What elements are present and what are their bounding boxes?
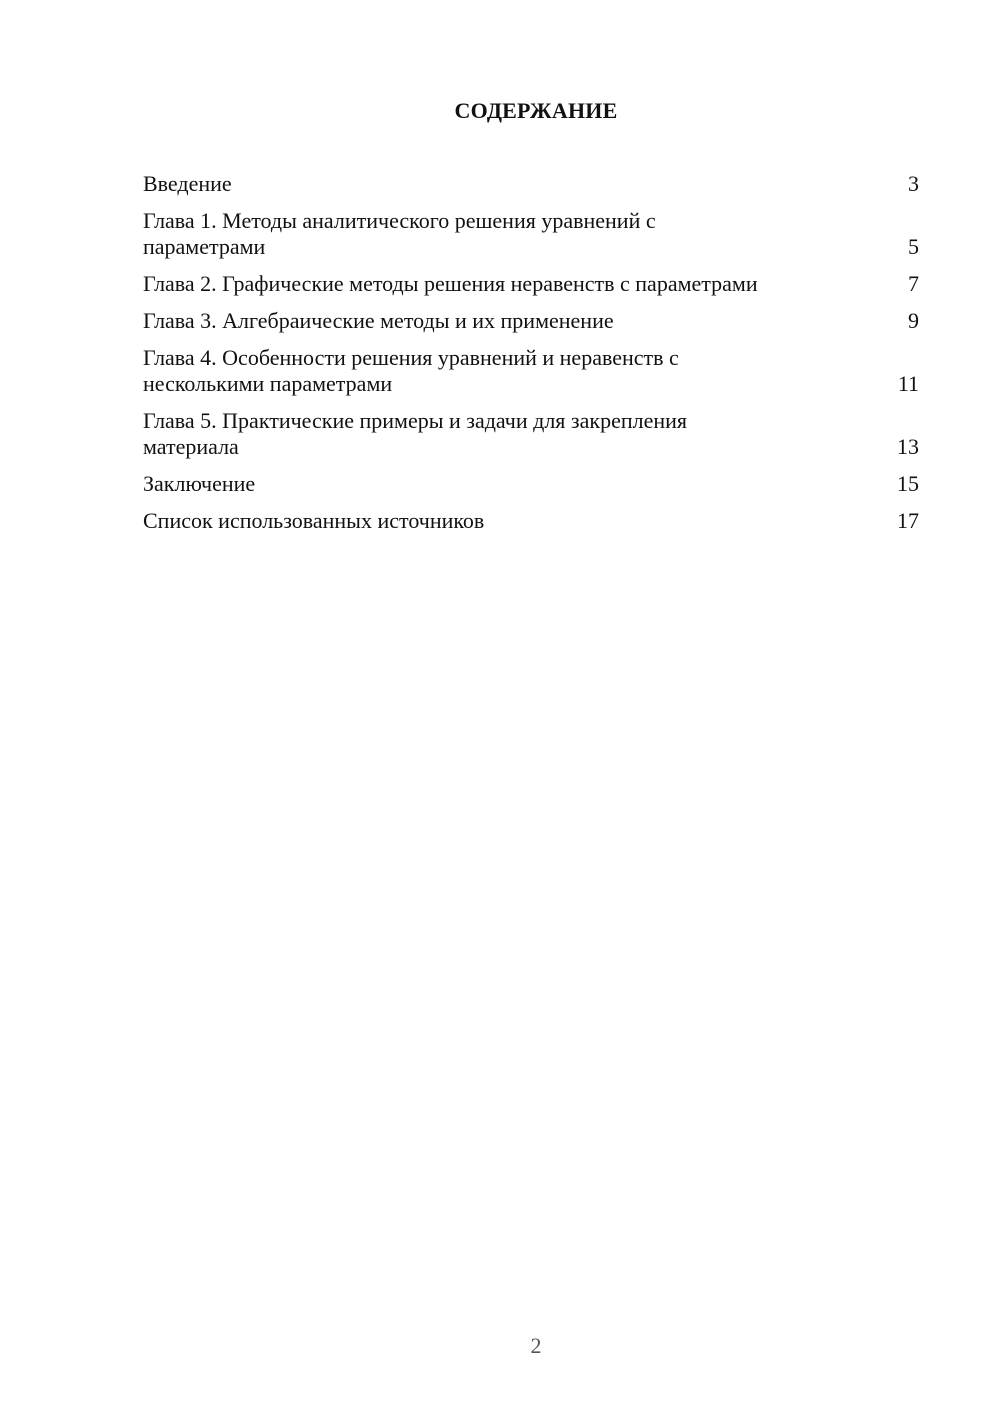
toc-entry-chapter-1 (143, 208, 919, 260)
toc-entry-introduction (143, 171, 919, 197)
toc-entry-page: 3 (908, 171, 919, 196)
toc-title: СОДЕРЖАНИЕ (454, 98, 618, 123)
toc-entry-label: Глава 4. Особенности решения уравнений и неравенств с несколькими параметрами (143, 345, 679, 396)
table-of-contents (143, 171, 919, 545)
toc-entry-page: 9 (908, 308, 919, 333)
toc-entry-page: 7 (908, 271, 919, 296)
toc-entry-page: 11 (897, 371, 919, 396)
toc-entry-conclusion (143, 471, 919, 497)
toc-entry-label: Заключение (143, 471, 256, 496)
toc-entry-page: 15 (897, 471, 919, 496)
toc-entry-chapter-5 (143, 408, 919, 460)
page-number: 2 (530, 1333, 542, 1358)
toc-entry-chapter-2 (143, 271, 919, 297)
toc-entry-chapter-4 (143, 345, 919, 397)
toc-entry-chapter-3 (143, 308, 919, 334)
toc-entry-label: Глава 3. Алгебраические методы и их применение (143, 308, 614, 333)
toc-entry-label: Глава 1. Методы аналитического решения уравнений с параметрами (143, 208, 656, 259)
toc-entry-page: 17 (897, 508, 919, 533)
toc-entry-page: 5 (908, 234, 919, 259)
toc-entry-label: Глава 5. Практические примеры и задачи для закрепления материала (143, 408, 688, 459)
toc-entry-label: Введение (143, 171, 232, 196)
toc-entry-label: Список использованных источников (143, 508, 485, 533)
toc-entry-label: Глава 2. Графические методы решения неравенств с параметрами (143, 271, 758, 296)
toc-entry-page: 13 (897, 434, 919, 459)
toc-entry-references (143, 508, 919, 534)
